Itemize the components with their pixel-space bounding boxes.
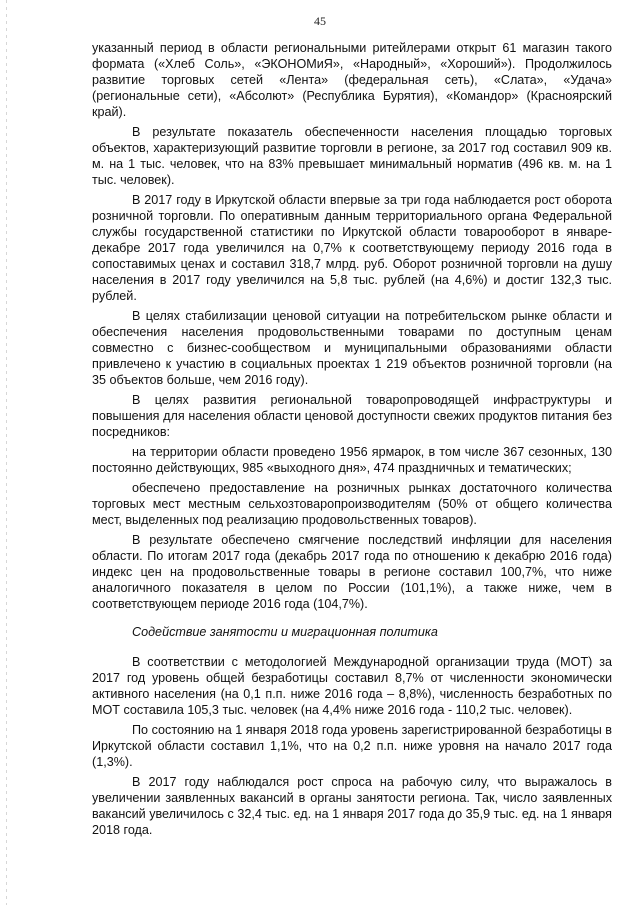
paragraph: В соответствии с методологией Международной организации труда (МОТ) за 2017 год уровень общей безработицы составил 8,7% от численности экономически активного населения (на 0,1 п.п. ниже 2016 года – 8,8%), численность безработных по МОТ составила 105,3 тыс. человек (на 4,4% ниже 2016 года - 110,2 тыс. человек). xyxy=(92,655,612,717)
section-heading: Содействие занятости и миграционная политика xyxy=(132,625,438,639)
list-item: обеспечено предоставление на розничных рынках достаточного количества торговых мест местным сельхозтоваропроизводителям (50% от общего количества мест, выделенных под реализацию продовольственных товаров). xyxy=(92,481,612,527)
paragraph: указанный период в области региональными ритейлерами открыт 61 магазин такого формата («Хлеб Соль», «ЭКОНОМиЯ», «Народный», «Хороший»). Продолжилось развитие торговых сетей «Лента» (федеральная сеть), «Слата», «Удача» (региональные сети), «Абсолют» (Республика Бурятия), «Командор» (Красноярский край). xyxy=(92,41,612,119)
list-item: на территории области проведено 1956 ярмарок, в том числе 367 сезонных, 130 постоянно действующих, 985 «выходного дня», 474 праздничных и тематических; xyxy=(92,445,612,475)
paragraph: По состоянию на 1 января 2018 года уровень зарегистрированной безработицы в Иркутской области составил 1,1%, что на 0,2 п.п. ниже уровня на начало 2017 года (1,3%). xyxy=(92,723,612,769)
paragraph: В целях стабилизации ценовой ситуации на потребительском рынке области и обеспечения населения продовольственными товарами по доступным ценам совместно с бизнес-сообществом и муниципальными образованиями области привлечено к участию в социальных проектах 1 219 объектов розничной торговли (на 35 объектов больше, чем 2016 году). xyxy=(92,309,612,387)
paragraph: В 2017 году в Иркутской области впервые за три года наблюдается рост оборота розничной торговли. По оперативным данным территориального органа Федеральной службы государственной статистики по Иркутской области товарооборот в январе-декабре 2017 года увеличился на 0,7% к соответствующему периоду 2016 года в сопоставимых ценах и составил 318,7 млрд. руб. Оборот розничной торговли на душу населения в 2017 году увеличился на 5,8 тыс. рублей (на 4,6%) и достиг 132,3 тыс. рублей. xyxy=(92,193,612,303)
paragraph: В целях развития региональной товаропроводящей инфраструктуры и повышения для населения области ценовой доступности свежих продуктов питания без посредников: xyxy=(92,393,612,439)
page-number: 45 xyxy=(314,14,326,28)
body-text xyxy=(92,40,612,842)
paragraph: В результате показатель обеспеченности населения площадью торговых объектов, характеризующий развитие торговли в регионе, за 2017 год составил 909 кв. м. на 1 тыс. человек, что на 83% превышает минимальный норматив (496 кв. м. на 1 тыс. человек). xyxy=(92,125,612,187)
scan-edge-line xyxy=(6,0,7,905)
paragraph: В результате обеспечено смягчение последствий инфляции для населения области. По итогам 2017 года (декабрь 2017 года по отношению к декабрю 2016 года) индекс цен на продовольственные товары в регионе составил 100,7%, что ниже аналогичного показателя в целом по России (101,1%), а также ниже, чем в соответствующем периоде 2016 года (104,7%). xyxy=(92,533,612,611)
paragraph: В 2017 году наблюдался рост спроса на рабочую силу, что выражалось в увеличении заявленных вакансий в органы занятости региона. Так, число заявленных вакансий увеличилось с 32,4 тыс. ед. на 1 января 2017 года до 35,9 тыс. ед. на 1 января 2018 года. xyxy=(92,775,612,837)
